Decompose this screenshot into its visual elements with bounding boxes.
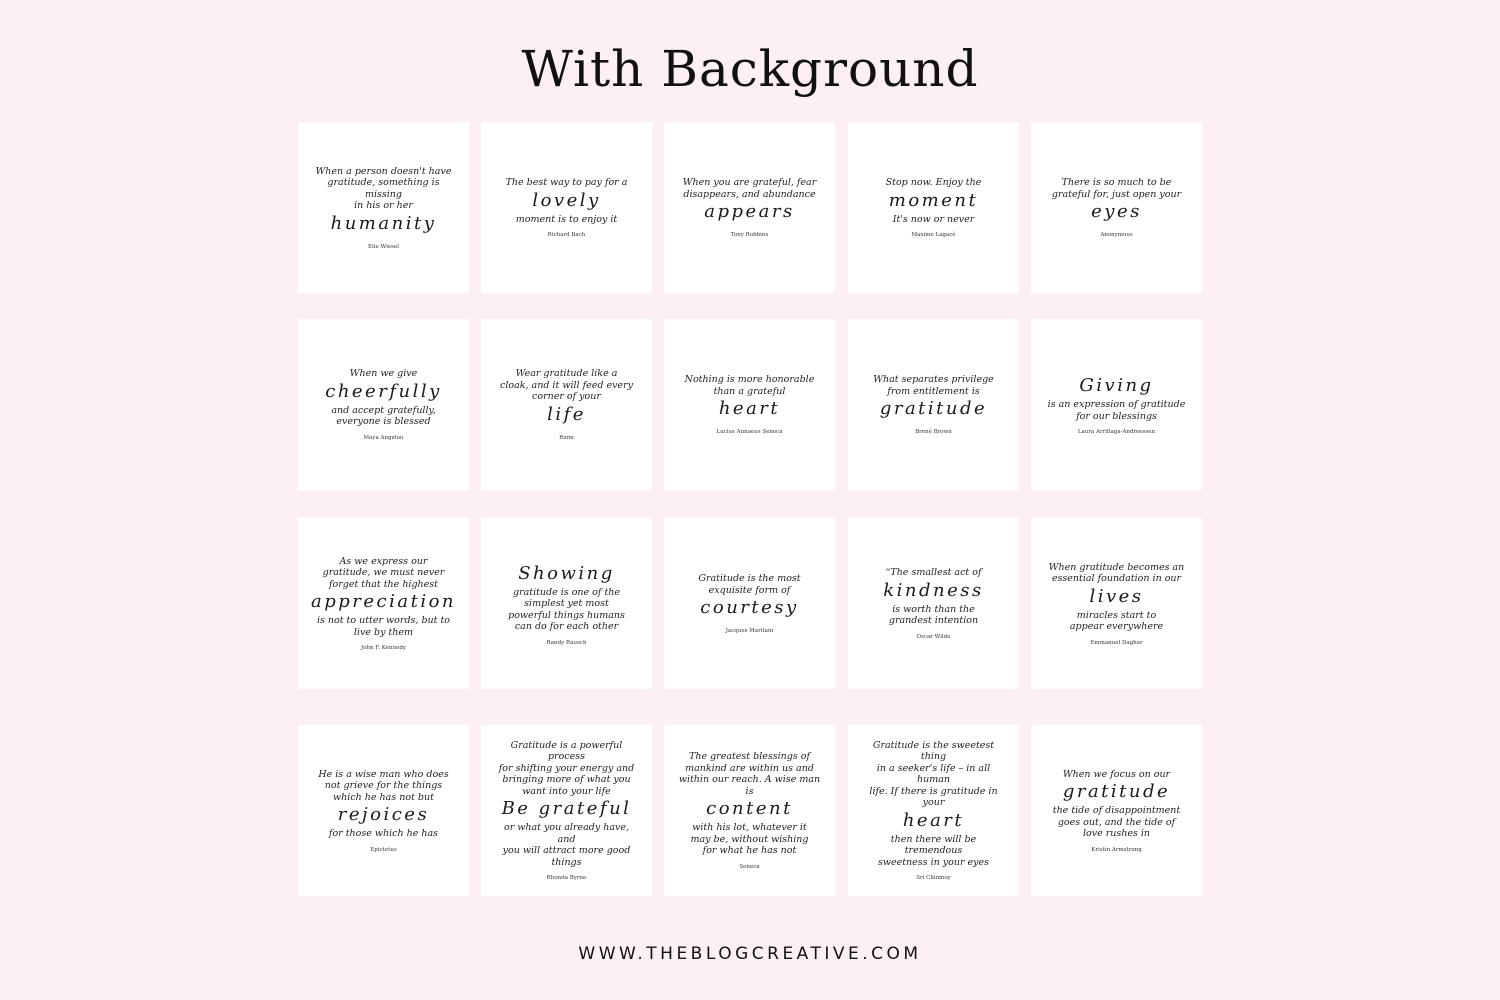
quote-highlight-word: Showing	[518, 562, 615, 584]
quote-highlight-word: eyes	[1091, 201, 1142, 222]
quote-highlight-word: humanity	[330, 212, 437, 234]
quote-card	[1031, 319, 1202, 490]
quote-highlight-word: moment	[888, 189, 979, 211]
quote-author: Jacques Maritain	[725, 628, 774, 634]
quote-text-before: Wear gratitude like a cloak, and it will feed every corner of your	[500, 368, 633, 403]
quote-card	[1031, 725, 1202, 896]
quote-author: Emmanuel Dagher	[1090, 639, 1143, 646]
quote-text-after: It's now or never	[892, 213, 975, 225]
quote-text-before: There is so much to be grateful for, just open your	[1051, 177, 1182, 200]
quote-author: Elie Wiesel	[368, 243, 399, 250]
quote-author: Randy Rausch	[546, 639, 587, 646]
page-title: With Background	[521, 40, 979, 98]
quote-text-before: The greatest blessings of mankind are within us and within our reach. A wise man is	[678, 751, 821, 797]
quote-highlight-word: kindness	[883, 579, 984, 601]
quote-text-after: and accept gratefully, everyone is blessed	[331, 404, 436, 428]
quote-highlight-word: Be grateful	[501, 798, 632, 820]
quote-text-before: Gratitude is the most exquisite form of	[698, 573, 801, 596]
quote-card	[848, 319, 1019, 490]
quote-card	[848, 518, 1019, 689]
quote-highlight-word: rejoices	[337, 804, 430, 825]
quote-highlight-word: life	[547, 403, 586, 425]
quote-author: Maya Angelou	[363, 434, 404, 441]
quote-text-before: Gratitude is the sweetest thing in a seeker's life – in all human life. If there is gratitude in your	[869, 739, 998, 809]
quote-text-before: As we express our gratitude, we must never forget that the highest	[322, 555, 445, 590]
quote-card	[298, 518, 469, 689]
quote-highlight-word: lovely	[532, 189, 601, 211]
quote-text-after: for those which he has	[328, 828, 439, 839]
quote-highlight-word: content	[706, 798, 793, 820]
quote-highlight-word: cheerfully	[325, 380, 442, 402]
quote-card	[1031, 122, 1202, 293]
quote-highlight-word: gratitude	[879, 398, 988, 419]
quote-author: Maxime Lagacé	[911, 232, 956, 238]
quote-card	[298, 319, 469, 490]
quote-text-after: then there will be tremendous sweetness in your eyes	[877, 833, 989, 868]
quote-text-before: What separates privilege from entitlement is	[873, 374, 994, 397]
quote-author: Lucius Annaeus Seneca	[716, 429, 783, 435]
quote-highlight-word: lives	[1089, 585, 1144, 607]
quote-text-after: moment is to enjoy it	[515, 213, 618, 225]
quote-author: Epictetus	[370, 846, 397, 853]
quote-card	[481, 122, 652, 293]
quote-author: Brené Brown	[915, 429, 952, 435]
quote-card	[481, 518, 652, 689]
quote-author: Oscar Wilde	[916, 633, 951, 640]
quote-text-before: Nothing is more honorable than a grateful	[684, 374, 815, 397]
quote-author: Rumi	[559, 434, 574, 441]
quote-author: Sri Chinmoy	[916, 875, 951, 882]
quote-text-after: with his lot, whatever it may be, without wishing for what he has not	[690, 822, 809, 857]
quote-text-before: When we give	[349, 368, 418, 380]
quote-card	[664, 725, 835, 896]
quote-card	[848, 122, 1019, 293]
quote-text-before: When gratitude becomes an essential foundation in our	[1048, 561, 1185, 584]
quote-highlight-word: appreciation	[310, 591, 457, 613]
quote-card	[481, 319, 652, 490]
quote-text-before: The best way to pay for a	[505, 177, 628, 188]
quote-text-before: When a person doesn't have gratitude, something is missing in his or her	[315, 165, 452, 211]
quote-text-after: is not to utter words, but to live by them	[316, 615, 451, 638]
quote-text-before: Gratitude is a powerful process for shifting your energy and bringing more of what you want into your life	[498, 739, 635, 797]
quote-card	[664, 122, 835, 293]
quote-text-before: Stop now. Enjoy the	[885, 177, 982, 188]
quote-text-after: miracles start to appear everywhere	[1069, 609, 1164, 632]
quote-card-grid	[298, 122, 1202, 896]
quote-highlight-word: heart	[902, 809, 965, 831]
quote-text-after: is worth than the grandest intention	[888, 603, 979, 627]
quote-highlight-word: Giving	[1079, 375, 1154, 396]
quote-card	[664, 319, 835, 490]
quote-highlight-word: courtesy	[700, 597, 799, 618]
quote-author: Laura Arrillaga-Andreessen	[1077, 429, 1156, 435]
quote-author: Tony Robbins	[730, 232, 769, 238]
quote-author: John F. Kennedy	[361, 645, 406, 652]
quote-text-before: When we focus on our	[1062, 768, 1171, 780]
quote-author: Richard Bach	[547, 232, 586, 238]
quote-text-before: “The smallest act of	[885, 567, 982, 579]
quote-text-after: is an expression of gratitude for our blessings	[1047, 399, 1186, 422]
quote-text-after: the tide of disappointment goes out, and the tide of love rushes in	[1052, 805, 1181, 839]
website-url: WWW.THEBLOGCREATIVE.COM	[578, 944, 922, 964]
quote-card	[848, 725, 1019, 896]
quote-author: Rhonda Byrne	[546, 875, 587, 882]
quote-text-after: gratitude is one of the simplest yet most powerful things humans can do for each other	[508, 586, 625, 632]
quote-highlight-word: appears	[704, 201, 795, 222]
quote-author: Anonymous	[1100, 232, 1133, 238]
quote-card	[298, 122, 469, 293]
quote-card	[481, 725, 652, 896]
quote-highlight-word: gratitude	[1062, 781, 1171, 802]
quote-text-before: When you are grateful, fear disappears, and abundance	[682, 177, 817, 200]
quote-text-after: or what you already have, and you will attract more good things	[502, 822, 631, 868]
quote-author: Seneca	[739, 863, 760, 870]
quote-card	[664, 518, 835, 689]
quote-card	[298, 725, 469, 896]
quote-text-before: He is a wise man who does not grieve for the things which he has not but	[318, 768, 449, 803]
quote-highlight-word: heart	[718, 398, 781, 419]
quote-author: Kristin Armstrong	[1091, 846, 1142, 853]
quote-card	[1031, 518, 1202, 689]
